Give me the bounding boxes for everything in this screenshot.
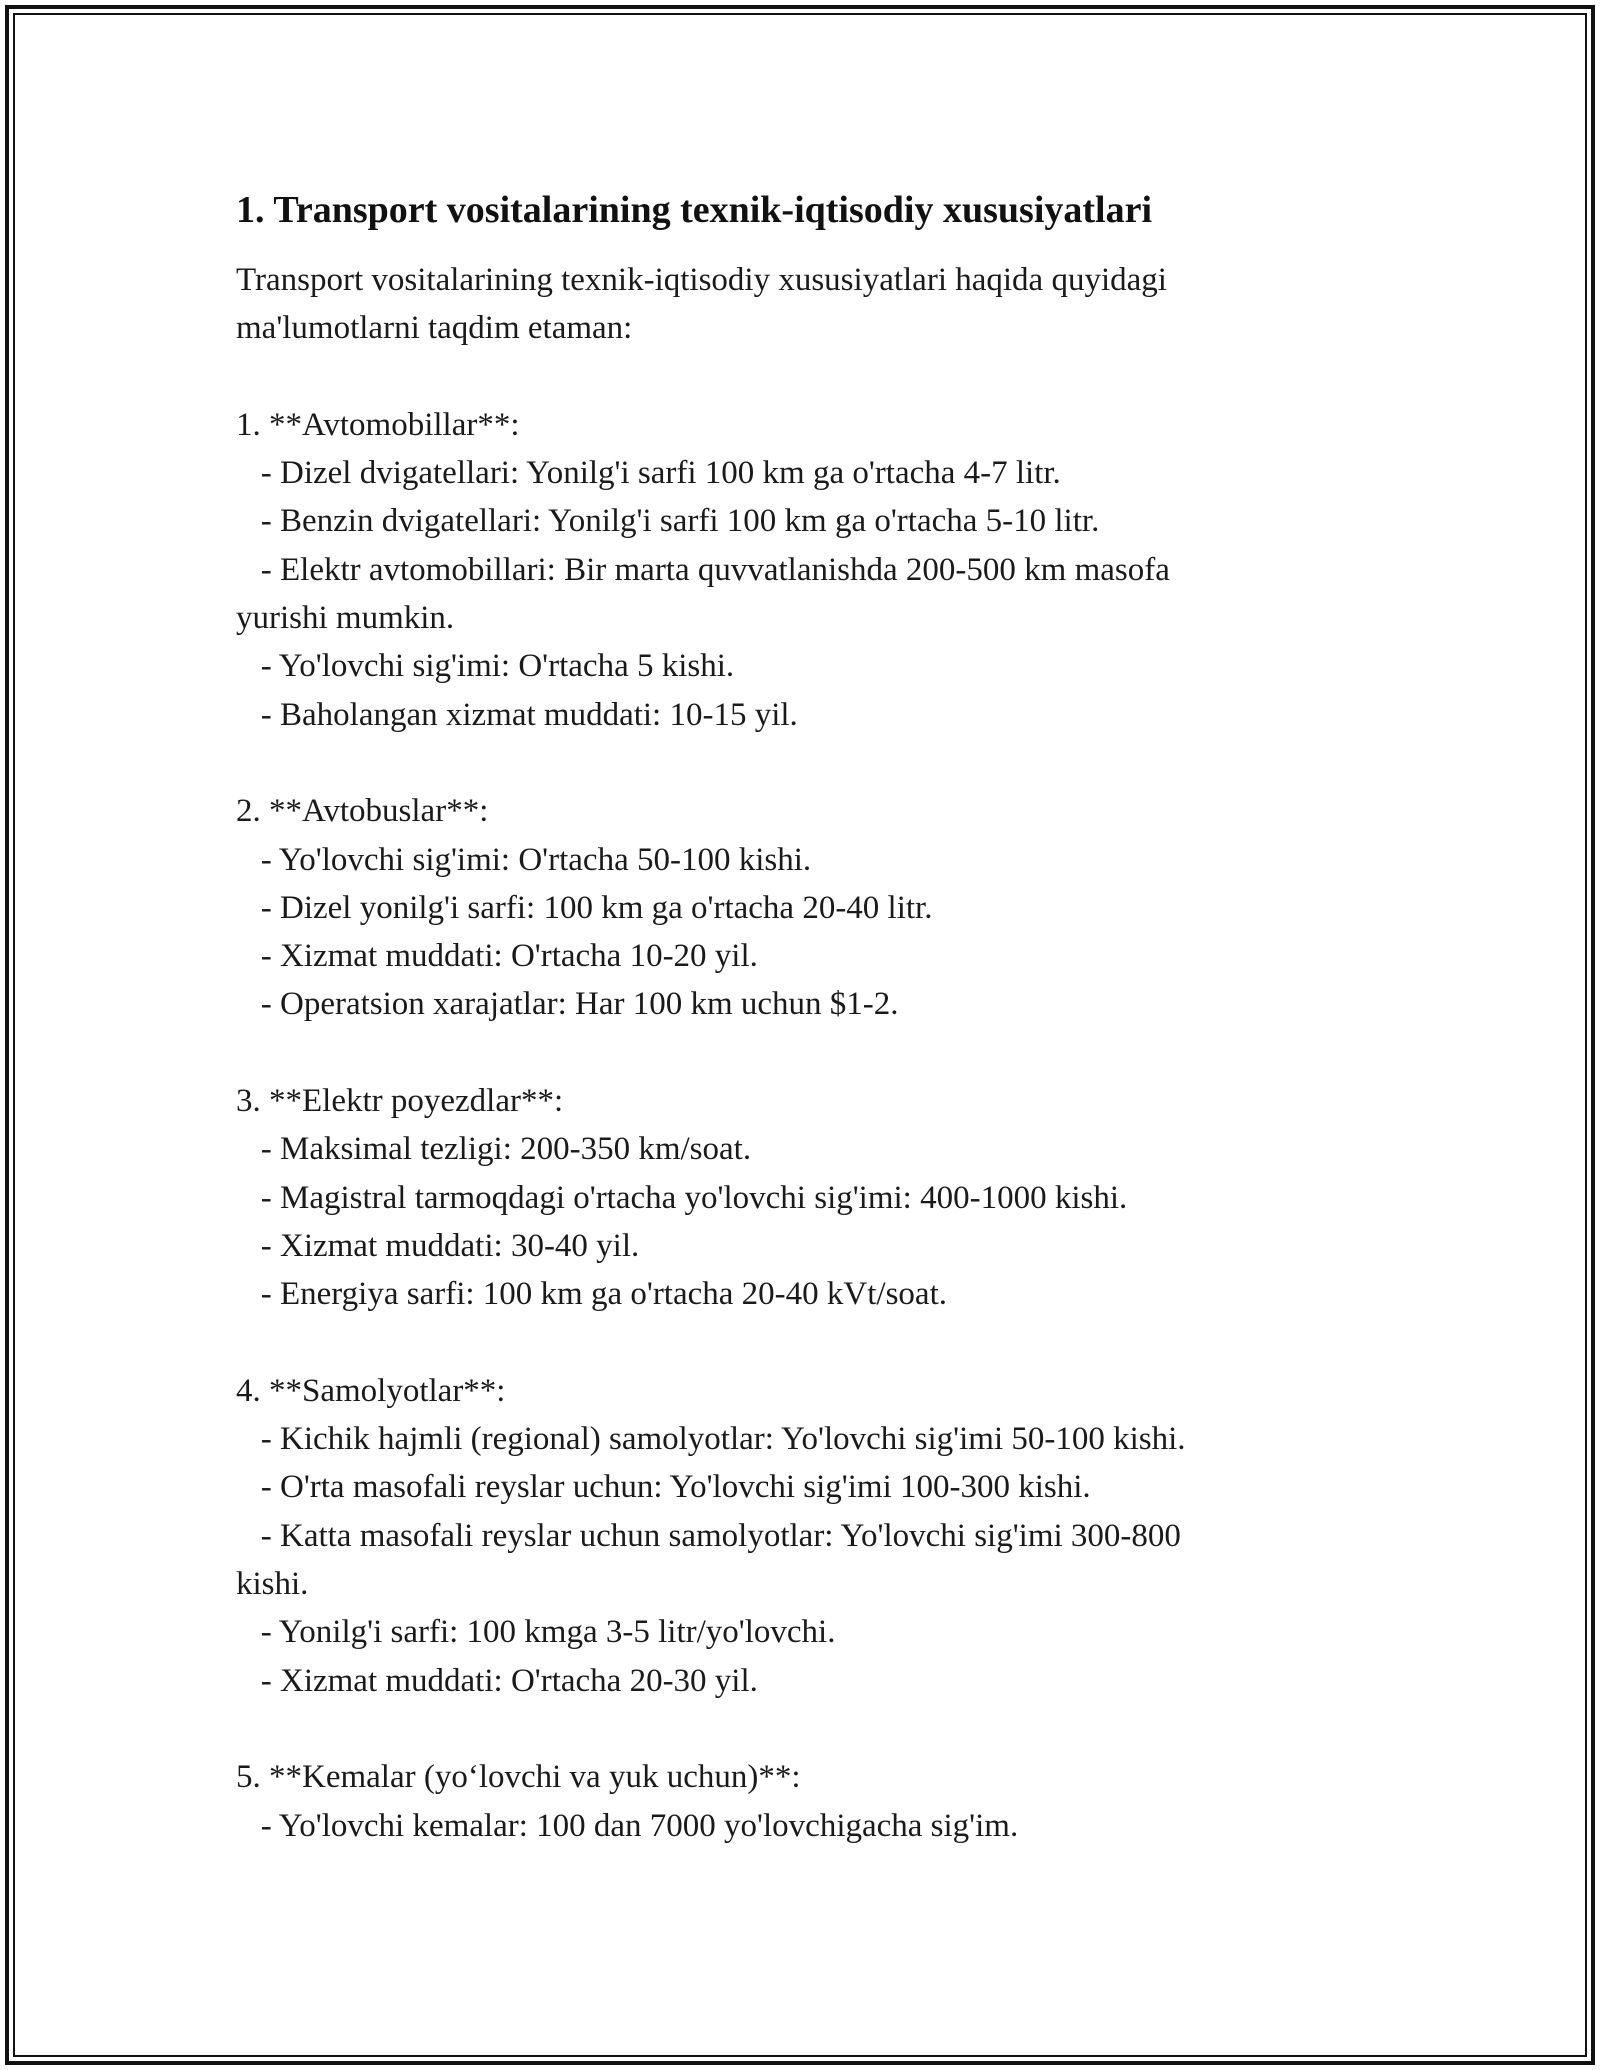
text-line: - Energiya sarfi: 100 km ga o'rtacha 20-40 kVt/soat. — [236, 1276, 947, 1313]
text-line: - Kichik hajmli (regional) samolyotlar: Yo'lovchi sig'imi 50-100 kishi. — [236, 1421, 1186, 1458]
text-line: - Magistral tarmoqdagi o'rtacha yo'lovchi sig'imi: 400-1000 kishi. — [236, 1179, 1128, 1216]
text-line: 4. **Samolyotlar**: — [236, 1372, 506, 1409]
text-line: - Dizel yonilg'i sarfi: 100 km ga o'rtacha 20-40 litr. — [236, 889, 933, 926]
text-line: - Operatsion xarajatlar: Har 100 km uchun $1-2. — [236, 986, 899, 1023]
text-line: - Katta masofali reyslar uchun samolyotlar: Yo'lovchi sig'imi 300-800 — [236, 1517, 1181, 1554]
text-line: - Yonilg'i sarfi: 100 kmga 3-5 litr/yo'lovchi. — [236, 1614, 836, 1651]
blank-line — [236, 1029, 1366, 1077]
text-line: - Elektr avtomobillari: Bir marta quvvatlanishda 200-500 km masofa — [236, 551, 1170, 588]
blank-line — [236, 1319, 1366, 1367]
blank-line — [236, 1705, 1366, 1753]
text-line: yurishi mumkin. — [236, 600, 455, 637]
text-line: - Yo'lovchi sig'imi: O'rtacha 5 kishi. — [236, 648, 735, 685]
text-line: - O'rta masofali reyslar uchun: Yo'lovchi sig'imi 100-300 kishi. — [236, 1469, 1091, 1506]
text-line: 3. **Elektr poyezdlar**: — [236, 1083, 564, 1120]
text-line: Transport vositalarining texnik-iqtisodiy xususiyatlari haqida quyidagi — [236, 262, 1167, 298]
text-line: 2. **Avtobuslar**: — [236, 793, 489, 830]
text-line: - Maksimal tezligi: 200-350 km/soat. — [236, 1131, 752, 1168]
text-line: - Baholangan xizmat muddati: 10-15 yil. — [236, 696, 798, 733]
blank-line — [236, 739, 1366, 787]
document-body — [236, 186, 1366, 1850]
text-line: - Xizmat muddati: O'rtacha 10-20 yil. — [236, 938, 758, 975]
blank-line — [236, 353, 1366, 401]
text-line: kishi. — [236, 1566, 309, 1603]
document-text — [236, 256, 1366, 1850]
text-line: - Benzin dvigatellari: Yonilg'i sarfi 100 km ga o'rtacha 5-10 litr. — [236, 503, 1100, 540]
text-line: - Xizmat muddati: 30-40 yil. — [236, 1227, 640, 1264]
text-line: 5. **Kemalar (yo‘lovchi va yuk uchun)**: — [236, 1759, 801, 1796]
text-line: - Yo'lovchi kemalar: 100 dan 7000 yo'lovchigacha sig'im. — [236, 1807, 1019, 1844]
text-line: - Dizel dvigatellari: Yonilg'i sarfi 100 km ga o'rtacha 4-7 litr. — [236, 455, 1061, 492]
text-line: ma'lumotlarni taqdim etaman: — [236, 310, 633, 347]
text-line: - Yo'lovchi sig'imi: O'rtacha 50-100 kishi. — [236, 841, 812, 878]
text-line: - Xizmat muddati: O'rtacha 20-30 yil. — [236, 1662, 758, 1699]
document-title: 1. Transport vositalarining texnik-iqtisodiy xususiyatlari — [236, 189, 1153, 231]
text-line: 1. **Avtomobillar**: — [236, 406, 520, 443]
